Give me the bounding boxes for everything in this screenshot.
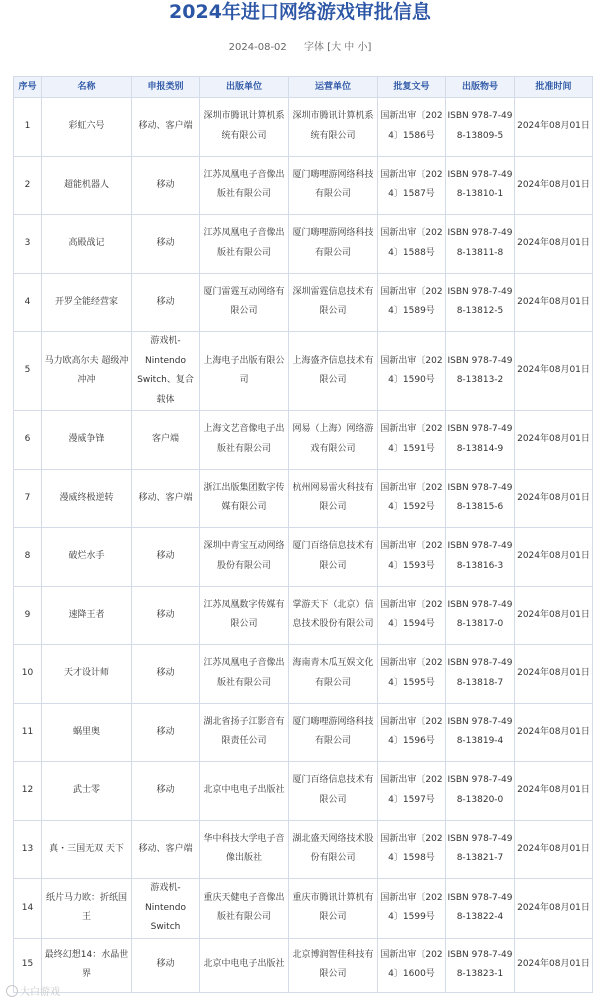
cell-operator: 上海盛齐信息技术有限公司 (289, 332, 378, 411)
cell-game-name: 武士零 (42, 762, 132, 821)
cell-publisher: 江苏凤凰电子音像出版社有限公司 (200, 215, 289, 274)
cell-category: 移动 (132, 273, 200, 332)
table-row (14, 469, 593, 528)
cell-operator: 厦门百络信息技术有限公司 (289, 762, 378, 821)
cell-publisher: 北京中电电子出版社 (200, 762, 289, 821)
cell-approval-date: 2024年08月01日 (515, 762, 593, 821)
cell-isbn: ISBN 978-7-498-13812-5 (446, 273, 515, 332)
publish-date: 2024-08-02 (228, 42, 287, 53)
cell-game-name: 纸片马力欧：折纸国王 (42, 879, 132, 939)
header-approval-date: 批准时间 (515, 77, 593, 98)
watermark (6, 983, 60, 998)
cell-operator: 网易（上海）网络游戏有限公司 (289, 411, 378, 470)
cell-index: 3 (14, 215, 42, 274)
cell-game-name: 高殿战记 (42, 215, 132, 274)
table-row (14, 820, 593, 879)
cell-publisher: 厦门雷霆互动网络有限公司 (200, 273, 289, 332)
table-body (14, 98, 593, 993)
cell-approval-date: 2024年08月01日 (515, 528, 593, 587)
page-title: 2024年进口网络游戏审批信息 (169, 1, 431, 23)
cell-publisher: 上海电子出版有限公司 (200, 332, 289, 411)
header-publisher: 出版单位 (200, 77, 289, 98)
cell-approval-date: 2024年08月01日 (515, 273, 593, 332)
cell-category: 客户端 (132, 411, 200, 470)
cell-index: 12 (14, 762, 42, 821)
table-row (14, 215, 593, 274)
cell-game-name: 马力欧高尔夫 超级冲冲冲 (42, 332, 132, 411)
cell-approval-no: 国新出审〔2024〕1594号 (378, 586, 446, 645)
table-row (14, 98, 593, 157)
cell-operator: 厦门嗨哩游网络科技有限公司 (289, 215, 378, 274)
cell-isbn: ISBN 978-7-498-13811-8 (446, 215, 515, 274)
cell-publisher: 江苏凤凰数字传媒有限公司 (200, 586, 289, 645)
approval-table (13, 76, 593, 993)
cell-category: 移动 (132, 645, 200, 704)
table-row (14, 528, 593, 587)
cell-isbn: ISBN 978-7-498-13810-1 (446, 156, 515, 215)
weibo-logo-icon (6, 985, 18, 997)
cell-game-name: 破烂水手 (42, 528, 132, 587)
cell-index: 1 (14, 98, 42, 157)
cell-index: 14 (14, 879, 42, 939)
cell-operator: 厦门百络信息技术有限公司 (289, 528, 378, 587)
cell-approval-no: 国新出审〔2024〕1600号 (378, 938, 446, 992)
article-meta (0, 38, 600, 53)
cell-approval-date: 2024年08月01日 (515, 879, 593, 939)
cell-isbn: ISBN 978-7-498-13815-6 (446, 469, 515, 528)
header-isbn: 出版物号 (446, 77, 515, 98)
cell-publisher: 深圳中青宝互动网络股份有限公司 (200, 528, 289, 587)
cell-index: 13 (14, 820, 42, 879)
cell-index: 5 (14, 332, 42, 411)
cell-approval-no: 国新出审〔2024〕1592号 (378, 469, 446, 528)
cell-operator: 厦门嗨哩游网络科技有限公司 (289, 703, 378, 762)
cell-publisher: 湖北省扬子江影音有限责任公司 (200, 703, 289, 762)
cell-approval-no: 国新出审〔2024〕1597号 (378, 762, 446, 821)
cell-approval-date: 2024年08月01日 (515, 645, 593, 704)
cell-approval-no: 国新出审〔2024〕1599号 (378, 879, 446, 939)
table-row (14, 411, 593, 470)
cell-index: 8 (14, 528, 42, 587)
header-approval-no: 批复文号 (378, 77, 446, 98)
cell-index: 9 (14, 586, 42, 645)
cell-isbn: ISBN 978-7-498-13820-0 (446, 762, 515, 821)
cell-publisher: 江苏凤凰电子音像出版社有限公司 (200, 156, 289, 215)
cell-approval-no: 国新出审〔2024〕1588号 (378, 215, 446, 274)
cell-game-name: 开罗全能经营家 (42, 273, 132, 332)
cell-game-name: 天才设计师 (42, 645, 132, 704)
cell-operator: 湖北盛天网络技术股份有限公司 (289, 820, 378, 879)
cell-category: 移动、客户端 (132, 469, 200, 528)
cell-game-name: 漫威争锋 (42, 411, 132, 470)
cell-publisher: 深圳市腾讯计算机系统有限公司 (200, 98, 289, 157)
cell-index: 15 (14, 938, 42, 992)
cell-index: 10 (14, 645, 42, 704)
font-size-small-button[interactable]: 小 (357, 42, 368, 53)
cell-publisher: 重庆天健电子音像出版社有限公司 (200, 879, 289, 939)
cell-publisher: 华中科技大学电子音像出版社 (200, 820, 289, 879)
cell-category: 游戏机-Nintendo Switch、复合载体 (132, 332, 200, 411)
header-index: 序号 (14, 77, 42, 98)
table-row (14, 645, 593, 704)
font-size-bracket-close: ] (367, 42, 372, 53)
cell-index: 6 (14, 411, 42, 470)
cell-game-name: 真・三国无双 天下 (42, 820, 132, 879)
cell-operator: 重庆市腾讯计算机有限公司 (289, 879, 378, 939)
table-row (14, 762, 593, 821)
cell-publisher: 上海文艺音像电子出版社有限公司 (200, 411, 289, 470)
cell-approval-date: 2024年08月01日 (515, 215, 593, 274)
cell-approval-date: 2024年08月01日 (515, 703, 593, 762)
table-row (14, 938, 593, 992)
cell-game-name: 超能机器人 (42, 156, 132, 215)
cell-approval-no: 国新出审〔2024〕1590号 (378, 332, 446, 411)
cell-approval-date: 2024年08月01日 (515, 98, 593, 157)
font-size-bracket-open: [ (327, 42, 332, 53)
cell-game-name: 速降王者 (42, 586, 132, 645)
cell-game-name: 蜗里奥 (42, 703, 132, 762)
cell-isbn: ISBN 978-7-498-13822-4 (446, 879, 515, 939)
font-size-label: 字体 (303, 42, 324, 53)
cell-approval-no: 国新出审〔2024〕1591号 (378, 411, 446, 470)
cell-isbn: ISBN 978-7-498-13821-7 (446, 820, 515, 879)
cell-operator: 北京博润智佳科技有限公司 (289, 938, 378, 992)
cell-approval-date: 2024年08月01日 (515, 156, 593, 215)
cell-approval-no: 国新出审〔2024〕1587号 (378, 156, 446, 215)
table-row (14, 703, 593, 762)
cell-isbn: ISBN 978-7-498-13817-0 (446, 586, 515, 645)
cell-category: 移动 (132, 703, 200, 762)
cell-operator: 深圳雷霆信息技术有限公司 (289, 273, 378, 332)
cell-approval-date: 2024年08月01日 (515, 938, 593, 992)
header-category: 申报类别 (132, 77, 200, 98)
cell-operator: 海南青木瓜互娱文化有限公司 (289, 645, 378, 704)
cell-operator: 杭州网易雷火科技有限公司 (289, 469, 378, 528)
cell-index: 2 (14, 156, 42, 215)
watermark-text: 大白游戏 (20, 987, 60, 998)
cell-approval-no: 国新出审〔2024〕1598号 (378, 820, 446, 879)
cell-category: 移动 (132, 156, 200, 215)
cell-approval-no: 国新出审〔2024〕1593号 (378, 528, 446, 587)
header-operator: 运营单位 (289, 77, 378, 98)
cell-isbn: ISBN 978-7-498-13818-7 (446, 645, 515, 704)
cell-approval-no: 国新出审〔2024〕1596号 (378, 703, 446, 762)
font-size-large-button[interactable]: 大 (331, 42, 342, 53)
cell-category: 移动 (132, 762, 200, 821)
table-header-row (14, 77, 593, 98)
cell-approval-date: 2024年08月01日 (515, 411, 593, 470)
cell-category: 移动、客户端 (132, 98, 200, 157)
table-row (14, 273, 593, 332)
table-row (14, 586, 593, 645)
cell-approval-no: 国新出审〔2024〕1589号 (378, 273, 446, 332)
cell-category: 移动 (132, 938, 200, 992)
cell-category: 移动 (132, 586, 200, 645)
cell-approval-date: 2024年08月01日 (515, 586, 593, 645)
cell-index: 4 (14, 273, 42, 332)
cell-game-name: 最终幻想14：水晶世界 (42, 938, 132, 992)
cell-game-name: 彩虹六号 (42, 98, 132, 157)
header-name: 名称 (42, 77, 132, 98)
cell-isbn: ISBN 978-7-498-13819-4 (446, 703, 515, 762)
cell-approval-date: 2024年08月01日 (515, 469, 593, 528)
cell-operator: 掌游天下（北京）信息技术股份有限公司 (289, 586, 378, 645)
cell-approval-no: 国新出审〔2024〕1595号 (378, 645, 446, 704)
table-row (14, 879, 593, 939)
cell-approval-date: 2024年08月01日 (515, 820, 593, 879)
table-row (14, 332, 593, 411)
cell-isbn: ISBN 978-7-498-13809-5 (446, 98, 515, 157)
cell-category: 游戏机-Nintendo Switch (132, 879, 200, 939)
cell-category: 移动 (132, 528, 200, 587)
cell-game-name: 漫威终极逆转 (42, 469, 132, 528)
cell-publisher: 北京中电电子出版社 (200, 938, 289, 992)
cell-index: 11 (14, 703, 42, 762)
cell-isbn: ISBN 978-7-498-13814-9 (446, 411, 515, 470)
cell-isbn: ISBN 978-7-498-13816-3 (446, 528, 515, 587)
cell-isbn: ISBN 978-7-498-13813-2 (446, 332, 515, 411)
font-size-medium-button[interactable]: 中 (344, 42, 355, 53)
cell-operator: 深圳市腾讯计算机系统有限公司 (289, 98, 378, 157)
cell-category: 移动、客户端 (132, 820, 200, 879)
cell-publisher: 江苏凤凰电子音像出版社有限公司 (200, 645, 289, 704)
cell-isbn: ISBN 978-7-498-13823-1 (446, 938, 515, 992)
cell-approval-date: 2024年08月01日 (515, 332, 593, 411)
cell-approval-no: 国新出审〔2024〕1586号 (378, 98, 446, 157)
cell-index: 7 (14, 469, 42, 528)
table-row (14, 156, 593, 215)
cell-publisher: 浙江出版集团数字传媒有限公司 (200, 469, 289, 528)
cell-category: 移动 (132, 215, 200, 274)
cell-operator: 厦门嗨哩游网络科技有限公司 (289, 156, 378, 215)
